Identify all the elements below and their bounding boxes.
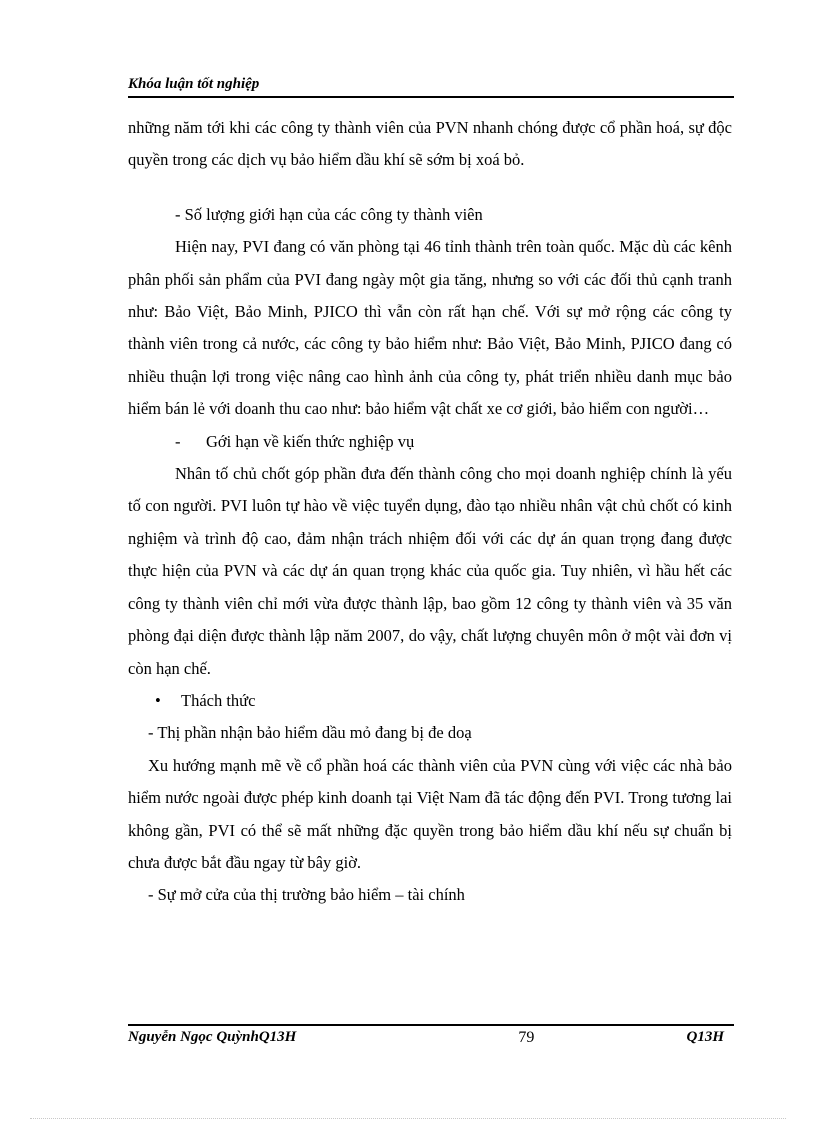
page-edge-dots — [30, 1118, 786, 1119]
paragraph-equitization: Xu hướng mạnh mẽ về cổ phần hoá các thành viên của PVN cùng với việc các nhà bảo hiểm nước ngoài được phép kinh doanh tại Việt Nam đã tác động đến PVI. Trong tương lai không gần, PVI có thể sẽ mất những đặc quyền trong bảo hiểm dầu khí nếu sự chuẩn bị chưa được bắt đầu ngay từ bây giờ. — [128, 755, 732, 872]
section-heading-market-share: - Thị phần nhận bảo hiểm dầu mỏ đang bị đe doạ — [148, 723, 472, 743]
page-number: 79 — [518, 1029, 535, 1046]
bullet-threats — [128, 685, 732, 717]
running-footer — [128, 1029, 724, 1047]
section-heading-member-count: - Số lượng giới hạn của các công ty thành viên — [175, 204, 483, 224]
page-body — [128, 112, 732, 912]
footer-author: Nguyễn Ngọc QuỳnhQ13H — [128, 1029, 297, 1045]
section-heading-knowledge — [128, 426, 732, 458]
dash-marker: - — [175, 431, 181, 451]
footer-divider — [128, 1024, 734, 1026]
paragraph-offices: Hiện nay, PVI đang có văn phòng tại 46 tỉnh thành trên toàn quốc. Mặc dù các kênh phân phối sản phẩm của PVI đang ngày một gia tăng, nhưng so với các đối thủ cạnh tranh như: Bảo Việt, Bảo Minh, PJICO thì vẫn còn rất hạn chế. Với sự mở rộng các công ty thành viên trong cả nước, các công ty bảo hiểm như: Bảo Việt, Bảo Minh, PJICO đang có nhiều thuận lợi trong việc nâng cao hình ảnh của công ty, phát triển nhiều danh mục bảo hiểm bán lẻ với doanh thu cao như: bảo hiểm vật chất xe cơ giới, bảo hiểm con người… — [128, 237, 732, 419]
section-heading-market-opening: - Sự mở cửa của thị trường bảo hiểm – tài chính — [148, 885, 465, 905]
footer-class: Q13H — [686, 1029, 724, 1045]
bullet-threats-text: Thách thức — [181, 690, 256, 710]
bullet-icon: • — [155, 690, 161, 710]
running-header: Khóa luận tốt nghiệp — [128, 76, 260, 92]
header-divider — [128, 96, 734, 98]
paragraph-human-factor: Nhân tố chủ chốt góp phần đưa đến thành công cho mọi doanh nghiệp chính là yếu tố con người. PVI luôn tự hào về việc tuyển dụng, đào tạo nhiều nhân vật chủ chốt có kinh nghiệm và trình độ cao, đảm nhận trách nhiệm đối với các dự án quan trọng đang được thực hiện của PVN và các dự án quan trọng khác của quốc gia. Tuy nhiên, vì hầu hết các công ty thành viên chỉ mới vừa được thành lập, bao gồm 12 công ty thành viên và 35 văn phòng đại diện được thành lập năm 2007, do vậy, chất lượng chuyên môn ở một vài đơn vị còn hạn chế. — [128, 464, 732, 678]
section-heading-knowledge-text: Gới hạn về kiến thức nghiệp vụ — [206, 431, 415, 451]
paragraph-gap — [128, 177, 732, 199]
paragraph-continuation: những năm tới khi các công ty thành viên của PVN nhanh chóng được cổ phần hoá, sự độc quyền trong các dịch vụ bảo hiểm dầu khí sẽ sớm bị xoá bỏ. — [128, 118, 732, 170]
